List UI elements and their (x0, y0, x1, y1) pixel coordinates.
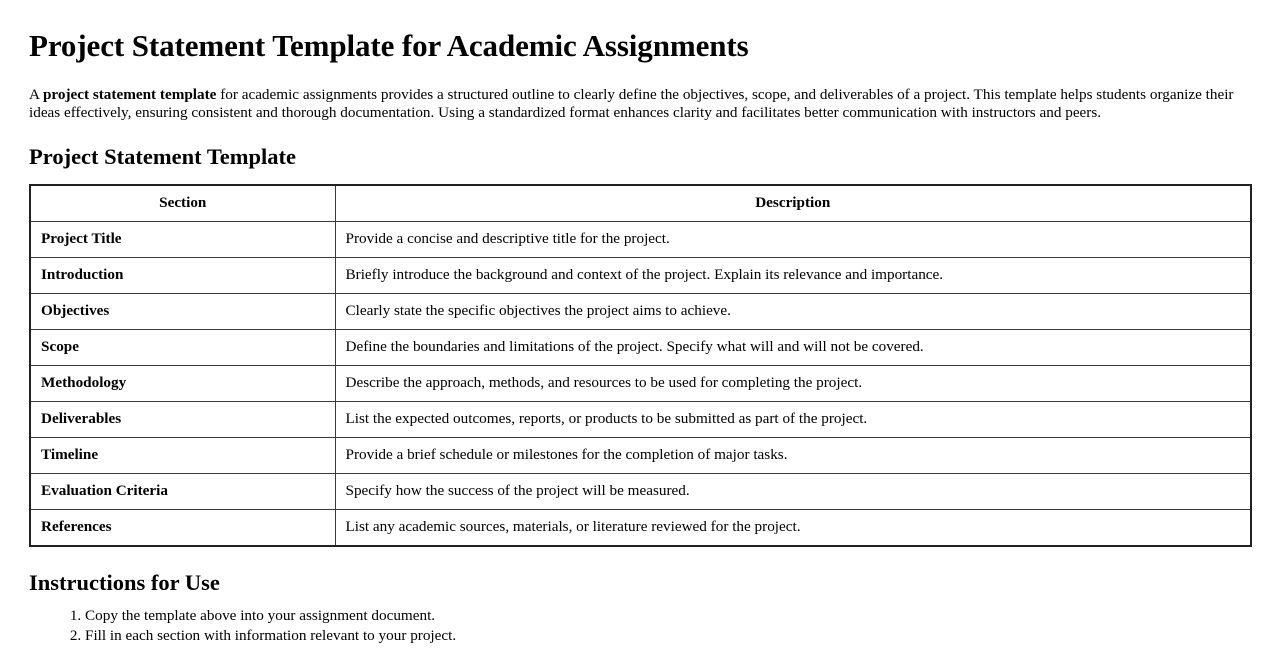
cell-section: Scope (30, 329, 335, 365)
cell-section: Objectives (30, 293, 335, 329)
table-row (30, 365, 1251, 401)
cell-section: Evaluation Criteria (30, 473, 335, 509)
list-item: 2. Fill in each section with information relevant to your project. (85, 626, 1250, 646)
cell-description: Clearly state the specific objectives the project aims to achieve. (335, 293, 1251, 329)
cell-section: Project Title (30, 221, 335, 257)
table-row (30, 437, 1251, 473)
column-header-section: Section (30, 185, 335, 222)
table-head (30, 185, 1251, 222)
instructions-section-heading: Instructions for Use (29, 569, 220, 595)
table-row (30, 473, 1251, 509)
intro-bold-term: project statement template (42, 85, 217, 103)
list-item: 1. Copy the template above into your assignment document. (85, 606, 1250, 626)
table-body (30, 221, 1251, 546)
cell-description: Define the boundaries and limitations of the project. Specify what will and will not be covered. (335, 329, 1251, 365)
cell-section: Timeline (30, 437, 335, 473)
cell-description: Specify how the success of the project will be measured. (335, 473, 1251, 509)
cell-section: Introduction (30, 257, 335, 293)
table-row (30, 329, 1251, 365)
table-row (30, 257, 1251, 293)
instructions-list (29, 606, 1250, 646)
intro-body-text: for academic assignments provides a structured outline to clearly define the objectives, scope, and deliverables of a project. This template helps students organize their ideas effectively, ensuring consistent and thorough documentation. Using a standardized format enhances clarity and facilitates better communication with instructors and peers. (29, 85, 1234, 122)
cell-section: Methodology (30, 365, 335, 401)
page-title: Project Statement Template for Academic Assignments (29, 28, 749, 63)
template-section-heading: Project Statement Template (29, 143, 297, 169)
table-row (30, 509, 1251, 546)
table-row (30, 293, 1251, 329)
cell-description: Briefly introduce the background and context of the project. Explain its relevance and importance. (335, 257, 1251, 293)
table-header-row (30, 185, 1251, 222)
intro-paragraph (29, 86, 1250, 123)
cell-section: Deliverables (30, 401, 335, 437)
intro-lead-text: A (29, 85, 43, 103)
cell-description: Provide a concise and descriptive title for the project. (335, 221, 1251, 257)
table-row (30, 221, 1251, 257)
column-header-description: Description (335, 185, 1251, 222)
cell-section: References (30, 509, 335, 546)
cell-description: List the expected outcomes, reports, or products to be submitted as part of the project. (335, 401, 1251, 437)
project-statement-table (29, 184, 1252, 547)
cell-description: List any academic sources, materials, or literature reviewed for the project. (335, 509, 1251, 546)
cell-description: Describe the approach, methods, and resources to be used for completing the project. (335, 365, 1251, 401)
cell-description: Provide a brief schedule or milestones for the completion of major tasks. (335, 437, 1251, 473)
table-row (30, 401, 1251, 437)
